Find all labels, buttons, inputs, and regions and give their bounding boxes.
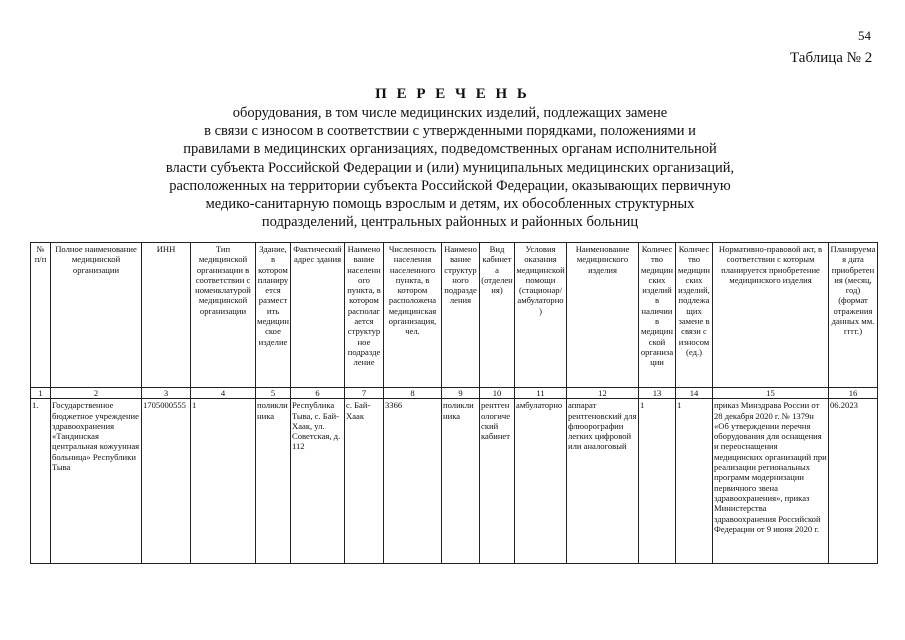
page-number: 54 — [858, 28, 871, 43]
header-cell: Нормативно-правовой акт, в соответствии с которым планируется приобретение медицинского изделия — [713, 243, 829, 388]
settlement-cell: с. Бай-Хаак — [345, 399, 384, 564]
row-number-cell: 1. — [31, 399, 51, 564]
column-number: 4 — [191, 388, 256, 399]
population-cell: 3366 — [384, 399, 442, 564]
inn-cell: 1705000555 — [142, 399, 191, 564]
subtitle-line: правилами в медицинских организациях, подведомственных органам исполнительной — [183, 141, 717, 158]
subtitle-line: медико-санитарную помощь взрослым и детям, их обособленных структурных — [205, 196, 695, 213]
subtitle-line: расположенных на территории субъекта Российской Федерации, оказывающих первичную — [169, 177, 731, 194]
header-cell: ИНН — [142, 243, 191, 388]
equipment-table — [30, 242, 878, 564]
header-cell: Количество медицинских изделий в наличии в медицинской организации — [639, 243, 676, 388]
document-subtitle — [150, 104, 750, 231]
column-number: 1 — [31, 388, 51, 399]
division-cell: поликлиника — [442, 399, 480, 564]
column-number: 11 — [515, 388, 567, 399]
column-number: 7 — [345, 388, 384, 399]
header-cell: Наименование структурного подразделения — [442, 243, 480, 388]
header-cell: Полное наименование медицинской организации — [51, 243, 142, 388]
document-title: П Е Р Е Ч Е Н Ь — [375, 86, 530, 102]
column-number: 13 — [639, 388, 676, 399]
header-cell: Вид кабинета (отделения) — [480, 243, 515, 388]
column-number: 8 — [384, 388, 442, 399]
devices-available-cell: 1 — [639, 399, 676, 564]
header-cell: Наименование медицинского изделия — [567, 243, 639, 388]
column-number: 12 — [567, 388, 639, 399]
column-number: 9 — [442, 388, 480, 399]
column-number: 6 — [291, 388, 345, 399]
column-number: 15 — [713, 388, 829, 399]
address-cell: Республика Тыва, с. Бай-Хаак, ул. Советская, д. 112 — [291, 399, 345, 564]
table-row — [31, 399, 878, 564]
header-cell: Наименование населенного пункта, в котором располагается структурное подразделение — [345, 243, 384, 388]
cabinet-type-cell: рентгенологический кабинет — [480, 399, 515, 564]
column-number: 10 — [480, 388, 515, 399]
devices-to-replace-cell: 1 — [676, 399, 713, 564]
header-cell: Количество медицинских изделий, подлежащих замене в связи с износом (ед.) — [676, 243, 713, 388]
organization-type-cell: 1 — [191, 399, 256, 564]
header-cell: № п/п — [31, 243, 51, 388]
subtitle-line: оборудования, в том числе медицинских изделий, подлежащих замене — [232, 105, 668, 121]
column-number: 16 — [829, 388, 878, 399]
header-cell: Здание, в котором планируется разместить медицинское изделие — [256, 243, 291, 388]
header-cell: Фактический адрес здания — [291, 243, 345, 388]
header-cell: Тип медицинской организации в соответствии с номенклатурой медицинской организации — [191, 243, 256, 388]
planned-date-cell: 06.2023 — [829, 399, 878, 564]
column-number: 3 — [142, 388, 191, 399]
column-number-row — [31, 388, 878, 399]
header-cell: Численность населения населенного пункта, в котором расположена медицинская организация, чел. — [384, 243, 442, 388]
regulation-cell: приказ Минздрава России от 28 декабря 2020 г. № 1379н «Об утверждении перечня оборудования для оснащения и переоснащения медицинских организаций при реализации региональных программ модернизации первичного звена здравоохранения», приказ Министерства здравоохранения Российской Федерации от 9 июня 2020 г. — [713, 399, 829, 564]
column-number: 2 — [51, 388, 142, 399]
header-cell: Планируемая дата приобретения (месяц, год) (формат отражения данных мм. гггг.) — [829, 243, 878, 388]
subtitle-line: подразделений, центральных районных и районных больниц — [261, 214, 639, 231]
device-name-cell: аппарат рентгеновский для флюорографии легких цифровой или аналоговый — [567, 399, 639, 564]
header-cell: Условия оказания медицинской помощи (стационар/амбулаторно) — [515, 243, 567, 388]
column-number: 5 — [256, 388, 291, 399]
table-label: Таблица № 2 — [790, 50, 873, 66]
building-cell: поликлиника — [256, 399, 291, 564]
header-row — [31, 243, 878, 388]
subtitle-line: в связи с износом в соответствии с утвержденными порядками, положениями и — [204, 123, 696, 140]
organization-name-cell: Государственное бюджетное учреждение здравоохранения «Тандинская центральная кожуунная больница» Республики Тыва — [51, 399, 142, 564]
column-number: 14 — [676, 388, 713, 399]
care-conditions-cell: амбулаторно — [515, 399, 567, 564]
subtitle-line: власти субъекта Российской Федерации и (или) муниципальных медицинских организаций, — [165, 159, 735, 176]
